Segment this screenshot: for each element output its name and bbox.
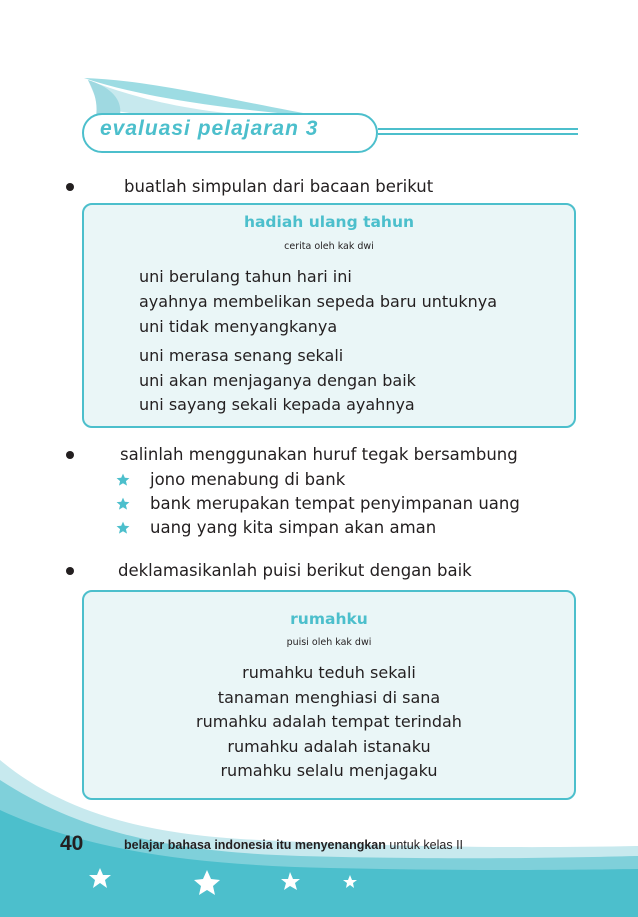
title-rule-bottom <box>378 133 578 135</box>
star-icon <box>116 473 130 487</box>
instruction-section2: salinlah menggunakan huruf tegak bersambung <box>120 445 518 464</box>
footer-book-title: belajar bahasa indonesia itu menyenangkan <box>124 838 386 852</box>
footer-text <box>124 838 463 852</box>
instruction-section3: deklamasikanlah puisi berikut dengan baik <box>118 561 472 580</box>
poem-line: rumahku selalu menjagaku <box>220 761 438 780</box>
list-item: jono menabung di bank <box>150 470 346 489</box>
story-line: uni berulang tahun hari ini <box>139 267 352 286</box>
page-title: evaluasi pelajaran 3 <box>100 117 319 140</box>
list-item: uang yang kita simpan akan aman <box>150 518 437 537</box>
poem-line: rumahku teduh sekali <box>242 663 416 682</box>
story-byline: cerita oleh kak dwi <box>284 241 374 252</box>
story-line: uni merasa senang sekali <box>139 346 344 365</box>
story-line: ayahnya membelikan sepeda baru untuknya <box>139 292 498 311</box>
instruction-section1: buatlah simpulan dari bacaan berikut <box>124 177 434 196</box>
bullet-section3 <box>66 567 74 575</box>
footer-wave-decoration <box>0 740 638 917</box>
story-line: uni sayang sekali kepada ayahnya <box>139 395 415 414</box>
list-item: bank merupakan tempat penyimpanan uang <box>150 494 520 513</box>
title-rule-top <box>378 128 578 130</box>
poem-line: rumahku adalah tempat terindah <box>196 712 462 731</box>
poem-line: rumahku adalah istanaku <box>227 737 431 756</box>
story-line: uni tidak menyangkanya <box>139 317 338 336</box>
bullet-section2 <box>66 451 74 459</box>
story-title: hadiah ulang tahun <box>243 213 415 231</box>
page-number: 40 <box>60 832 84 855</box>
poem-title: rumahku <box>290 610 368 628</box>
story-line: uni akan menjaganya dengan baik <box>139 371 416 390</box>
star-icon <box>116 521 130 535</box>
poem-byline: puisi oleh kak dwi <box>286 637 372 648</box>
footer-suffix: untuk kelas II <box>389 838 464 852</box>
star-icon <box>116 497 130 511</box>
poem-line: tanaman menghiasi di sana <box>217 688 441 707</box>
bullet-section1 <box>66 183 74 191</box>
